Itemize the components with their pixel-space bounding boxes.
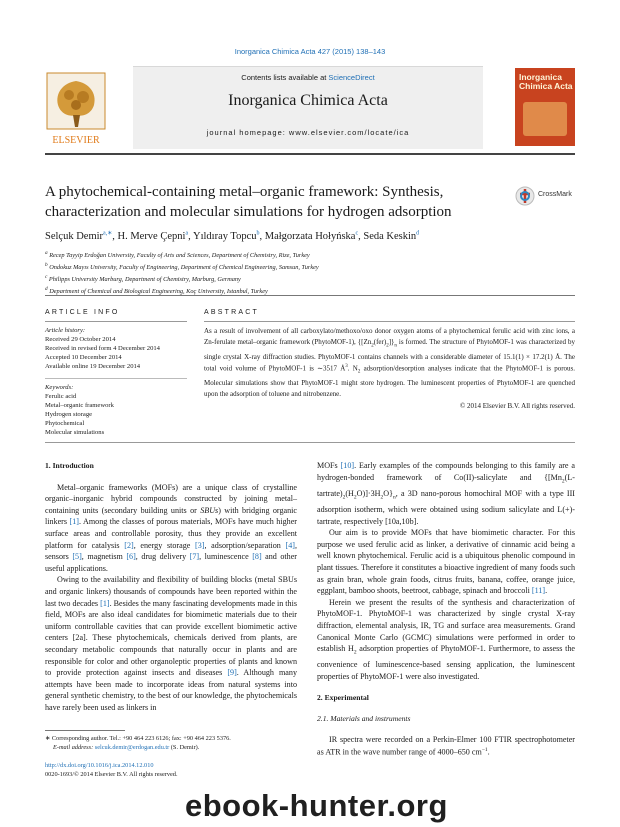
- copyright: © 2014 Elsevier B.V. All rights reserved.: [459, 401, 575, 410]
- divider: [204, 321, 575, 322]
- citation-link[interactable]: [1]: [69, 517, 79, 527]
- journal-name: Inorganica Chimica Acta: [228, 92, 388, 109]
- body-paragraph: IR spectra were recorded on a Perkin-Elmer 100 FTIR spectrophotometer as ATR in the wave number range of 4000–650 $cm^{-1}$.: [317, 734, 575, 757]
- history-item: Received in revised form 4 December 2014: [45, 345, 160, 352]
- author: Selçuk Demir$^{a,∗}$,: [45, 230, 118, 242]
- citation-link[interactable]: [5]: [72, 552, 82, 562]
- history-item: Accepted 10 December 2014: [45, 354, 122, 361]
- affiliation: $^b$ Ondokuz Mayıs University, Faculty of Engineering, Department of Chemical Engineering, Samsun, Turkey: [45, 261, 319, 271]
- affiliations: [45, 249, 545, 297]
- journal-cover-thumbnail: [515, 68, 575, 146]
- cover-artwork: [523, 102, 567, 136]
- elsevier-logo: [45, 71, 107, 149]
- watermark-text: ebook-hunter.org: [185, 788, 448, 823]
- journal-header: [45, 66, 575, 156]
- header-divider: [45, 153, 575, 155]
- article-info-heading: ARTICLE INFO: [45, 309, 120, 316]
- journal-homepage[interactable]: journal homepage: www.elsevier.com/locate/ica: [206, 128, 410, 137]
- cover-title: [519, 73, 573, 91]
- publisher-name: ELSEVIER: [52, 135, 100, 146]
- body-paragraph: Our aim is to provide MOFs that have biomimetic character. For this purpose we used ferulic acid as linker, a derivative of cinnamic acid being a well known phytochemical. Ferulic acid is a ubiquitous phenolic compound in plant tissues. Therefore it constitutes a bioactive ingredient of many foods such as grain bran, whole grain foods, citrus fruits, banana, coffee, orange juice, eggplant, bamboo shoots, beetroot, cabbage, spinach and broccoli [11].: [317, 528, 575, 596]
- citation-link[interactable]: [11]: [531, 586, 546, 596]
- subsection-heading: 2.1. Materials and instruments: [317, 714, 411, 724]
- citation-link[interactable]: [2]: [124, 540, 134, 550]
- journal-reference[interactable]: Inorganica Chimica Acta 427 (2015) 138–143: [234, 47, 386, 56]
- affiliation: $^c$ Philipps University Marburg, Department of Chemistry, Marburg, Germany: [45, 273, 241, 283]
- author-list: [45, 229, 419, 242]
- author: Yıldıray Topcu$^b$,: [192, 230, 265, 242]
- divider: [45, 442, 575, 443]
- divider: [45, 295, 575, 296]
- history-item: Received 29 October 2014: [45, 336, 116, 343]
- article-history: [45, 326, 187, 371]
- sciencedirect-link[interactable]: ScienceDirect: [328, 73, 375, 82]
- citation-link[interactable]: [7]: [189, 552, 200, 562]
- citation-link[interactable]: [4]: [285, 540, 295, 550]
- contents-prefix: Contents lists available at: [241, 73, 329, 82]
- author: Małgorzata Hołyńska$^c$,: [264, 230, 364, 242]
- keyword: Molecular simulations: [45, 429, 105, 436]
- author: Seda Keskin$^d$: [363, 230, 420, 242]
- section-heading: 2. Experimental: [317, 692, 369, 702]
- affiliation: $^d$ Department of Chemical and Biological Engineering, Koç University, Istanbul, Turkey: [45, 285, 268, 295]
- corresponding-author-note: ∗ Corresponding author. Tel.: +90 464 223 6126; fax: +90 464 223 5376.: [45, 735, 231, 742]
- email-link[interactable]: selcuk.demir@erdogan.edu.tr: [94, 744, 170, 751]
- citation-link[interactable]: [1]: [100, 598, 110, 608]
- author: H. Merve Çepni$^a$,: [117, 230, 193, 242]
- right-column: [317, 460, 575, 759]
- citation-link[interactable]: [6]: [126, 552, 136, 562]
- article-title: A phytochemical-containing metal–organic framework: Synthesis, characterization and molecular simulations for hydrogen adsorption: [45, 184, 452, 220]
- body-paragraph: MOFs [10]. Early examples of the compounds belonging to this family are a hydrogen-bonded framework of Co(II)-salicylate and $\{[Mn_2(L-tartrate)_2(H_2O)]\cdot 3H_2O\}_n$, a 3D nano-porous homochiral MOF with a type III adsorption isotherm, which were obtained using sodium salicylate and L(+)-tartrate, respectively [10a,10b].: [317, 461, 575, 526]
- citation-link[interactable]: [9]: [227, 668, 237, 678]
- abstract-heading: ABSTRACT: [204, 309, 259, 316]
- footnote-divider: [45, 730, 125, 731]
- citation-link[interactable]: [10]: [340, 461, 355, 470]
- body-paragraph: Owing to the availability and flexibility of building blocks (metal SBUs and organic linkers) thousands of compounds have been reported within the last two decades [1]. Besides the many fascinating developments made in this field, MOFs are also ideal candidates for biomimetic materials due to their uniform controllable cavities that can provide excellent biomimetic active centers [2a]. These phytochemicals, chemicals derived from plants, are secondary metabolic compounds that naturally occur in plants and are responsible for color and other organoleptic properties of plants and known to provide protection against insects and diseases [9]. Although many attempts have been made to incorporate ideas from natural systems into general synthetic chemistry, to the best of our knowledge, the phytochemicals have rarely been used as linkers in: [45, 575, 297, 712]
- divider: [45, 321, 187, 322]
- body-paragraph: Herein we present the results of the synthesis and characterization of PhytoMOF-1. PhytoMOF-1 was characterized by single crystal X-ray diffraction, elemental analysis, IR, TG and surface area measurements. Grand Canonical Monte Carlo (GCMC) simulations were performed in order to establish $H_2$ adsorption properties of PhytoMOF-1. Furthermore, to assess the convenience of luminescence-based sensing application, the luminescent properties of PhytoMOF-1 were also investigated.: [317, 597, 575, 681]
- abstract-text: [204, 326, 575, 411]
- keyword: Ferulic acid: [45, 393, 77, 400]
- keywords: [45, 383, 187, 437]
- keyword: Metal–organic framework: [45, 402, 114, 409]
- left-column: [45, 460, 297, 713]
- rights-statement: 0020-1693/© 2014 Elsevier B.V. All rights reserved.: [45, 770, 178, 778]
- doi-link[interactable]: http://dx.doi.org/10.1016/j.ica.2014.12.010: [45, 762, 154, 769]
- contents-line: [133, 73, 483, 82]
- keyword: Phytochemical: [45, 420, 85, 427]
- email-line: E-mail address: selcuk.demir@erdogan.edu.tr (S. Demir).: [53, 744, 200, 751]
- keyword: Hydrogen storage: [45, 411, 93, 418]
- cover-title-line-1: Inorganica: [519, 72, 562, 82]
- history-item: Available online 19 December 2014: [45, 363, 141, 370]
- elsevier-tree-icon: [45, 71, 107, 149]
- history-label: Article history:: [45, 327, 86, 334]
- section-heading: 1. Introduction: [45, 461, 94, 470]
- citation-link[interactable]: [8]: [252, 552, 262, 562]
- keywords-label: Keywords:: [45, 384, 74, 391]
- body-paragraph: Metal–organic frameworks (MOFs) are a unique class of crystalline organic–inorganic hybrid compounds constructed by joining metal–containing units (secondary building units or SBUs) with bridging organic linkers [1]. Among the classes of porous materials, MOFs have much higher surface areas and controllable porosity, thus they provide an excellent platform for catalysis [2], energy storage [3], adsorption/separation [4], sensors [5], magnetism [6], drug delivery [7], luminescence [8] and other useful applications.: [45, 482, 298, 573]
- citation-link[interactable]: [3]: [195, 540, 205, 550]
- footnote: [45, 734, 297, 752]
- doi-block: [45, 762, 178, 779]
- cover-title-line-2: Chimica Acta: [519, 81, 573, 91]
- crossmark-label: CrossMark: [538, 191, 572, 198]
- crossmark-badge[interactable]: [515, 186, 580, 206]
- affiliation: $^a$ Recep Tayyip Erdoğan University, Faculty of Arts and Sciences, Department of Chemistry, Rize, Turkey: [45, 250, 310, 260]
- crossmark-icon: [515, 186, 535, 206]
- abstract-paragraph: As a result of involvement of all carboxylato/methoxo/oxo donor oxygen atoms of a phytochemical ferulic acid with zinc ions, a Zn-ferulate metal–organic framework (PhytoMOF-1), $\{[Zn_2(fer)_2]\}_n$ is formed. The structure of PhytoMOF-1 was characterized by single crystal X-ray diffraction studies. PhytoMOF-1 contains channels with a considerable diameter of 15.1(1) × 17.2(1) Å. The total void volume of PhytoMOF-1 is ∼3517 $Å^3$. $N_2$ adsorption/desorption analyses indicate that the PhytoMOF-1 is porous. Molecular simulations show that PhytoMOF-1 might store hydrogen. The luminescent properties of PhytoMOF-1 are quenched upon the adsorption of toluene and nitrobenzene.: [204, 327, 575, 399]
- journal-masthead: [133, 66, 483, 149]
- divider: [45, 378, 187, 379]
